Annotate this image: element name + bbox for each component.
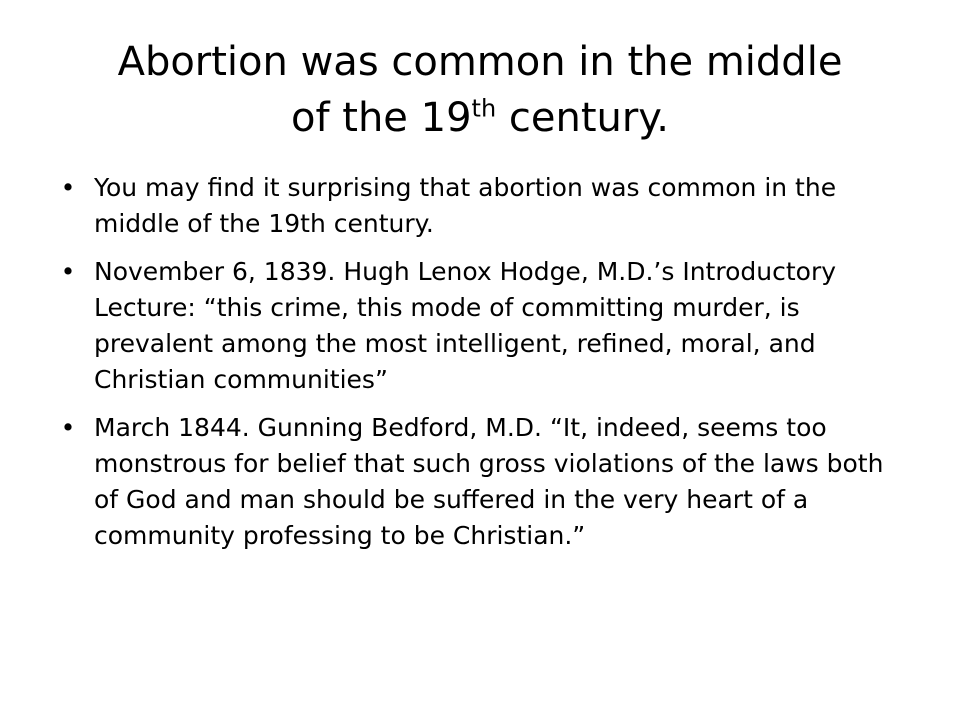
title-superscript: th [471,94,497,123]
bullet-item [58,254,908,398]
bullet-text: March 1844. Gunning Bedford, M.D. “It, indeed, seems too monstrous for belief that such gross violations of the laws both of God and man should be suffered in the very heart of a community professing to be Christian.” [94,413,884,550]
bullet-dot-icon: • [60,173,76,202]
bullet-list [58,170,908,566]
title-line-2-start: of the 19 [291,95,472,141]
bullet-dot-icon: • [60,413,76,442]
slide-title [60,34,900,146]
bullet-text: November 6, 1839. Hugh Lenox Hodge, M.D.’s Introductory Lecture: “this crime, this mode of committing murder, is prevalent among the most intelligent, refined, moral, and Christian communities” [94,257,837,394]
bullet-item [58,170,908,242]
bullet-item [58,410,908,554]
title-line-2-end: century. [496,95,669,141]
title-line-1: Abortion was common in the middle [117,39,843,85]
bullet-dot-icon: • [60,257,76,286]
bullet-text: You may find it surprising that abortion was common in the middle of the 19th century. [94,173,837,238]
